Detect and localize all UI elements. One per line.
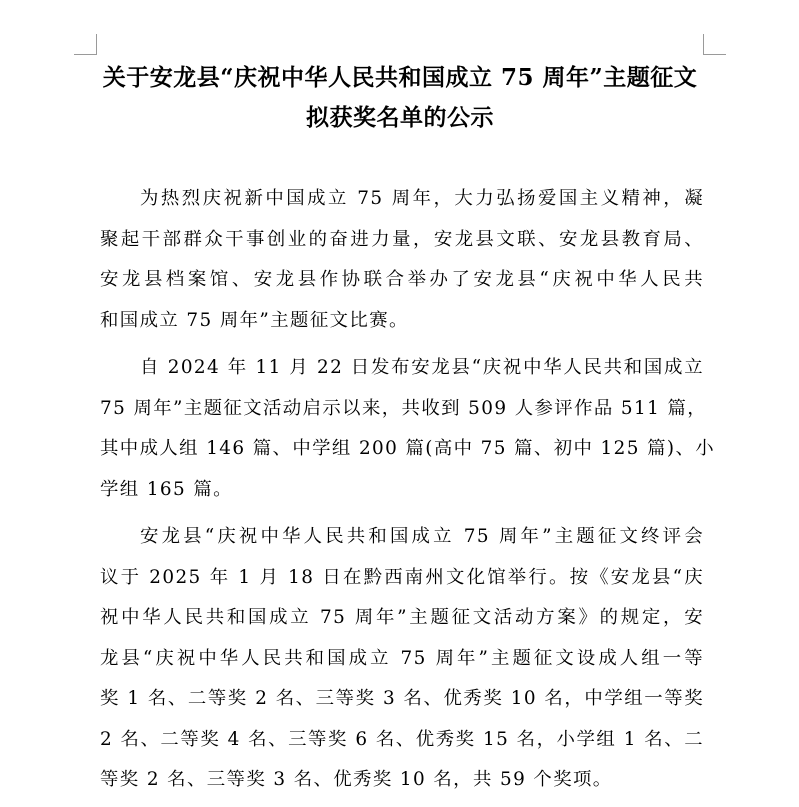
text-line: 聚起干部群众干事创业的奋进力量，安龙县文联、安龙县教育局、 <box>100 228 704 250</box>
text-line: 自 2024 年 11 月 22 日发布安龙县“庆祝中华人民共和国成立 <box>140 357 704 378</box>
text-line: 龙县“庆祝中华人民共和国成立 75 周年”主题征文设成人组一等 <box>100 647 704 669</box>
paragraph-2 <box>100 348 716 510</box>
crop-mark-top-left <box>74 34 97 55</box>
text-line: 等奖 2 名、三等奖 3 名、优秀奖 10 名，共 59 个奖项。 <box>100 769 613 790</box>
text-line: 为热烈庆祝新中国成立 75 周年，大力弘扬爱国主义精神，凝 <box>140 188 704 209</box>
document-title <box>96 58 704 138</box>
text-line: 安龙县档案馆、安龙县作协联合举办了安龙县“庆祝中华人民共 <box>100 269 704 290</box>
text-line: 其中成人组 146 篇、中学组 200 篇(高中 75 篇、初中 125 篇)、小 <box>100 438 716 459</box>
paragraph-1 <box>100 179 704 341</box>
text-line: 祝中华人民共和国成立 75 周年”主题征文活动方案》的规定，安 <box>100 607 704 628</box>
text-line: 75 周年”主题征文活动启示以来，共收到 509 人参评作品 511 篇， <box>100 397 708 419</box>
text-line: 安龙县“庆祝中华人民共和国成立 75 周年”主题征文终评会 <box>140 526 704 547</box>
text-line: 议于 2025 年 1 月 18 日在黔西南州文化馆举行。按《安龙县“庆 <box>100 566 704 588</box>
text-line: 2 名、二等奖 4 名、三等奖 6 名、优秀奖 15 名，小学组 1 名、二 <box>100 728 704 750</box>
document-body <box>100 179 716 807</box>
text-line: 奖 1 名、二等奖 2 名、三等奖 3 名、优秀奖 10 名，中学组一等奖 <box>100 688 704 709</box>
title-line-2: 拟获奖名单的公示 <box>306 104 494 131</box>
crop-mark-top-right <box>703 34 726 55</box>
text-line: 学组 165 篇。 <box>100 478 233 500</box>
title-line-1: 关于安龙县“庆祝中华人民共和国成立 75 周年”主题征文 <box>102 64 698 91</box>
text-line: 和国成立 75 周年”主题征文比赛。 <box>100 309 409 331</box>
paragraph-3 <box>100 517 704 801</box>
